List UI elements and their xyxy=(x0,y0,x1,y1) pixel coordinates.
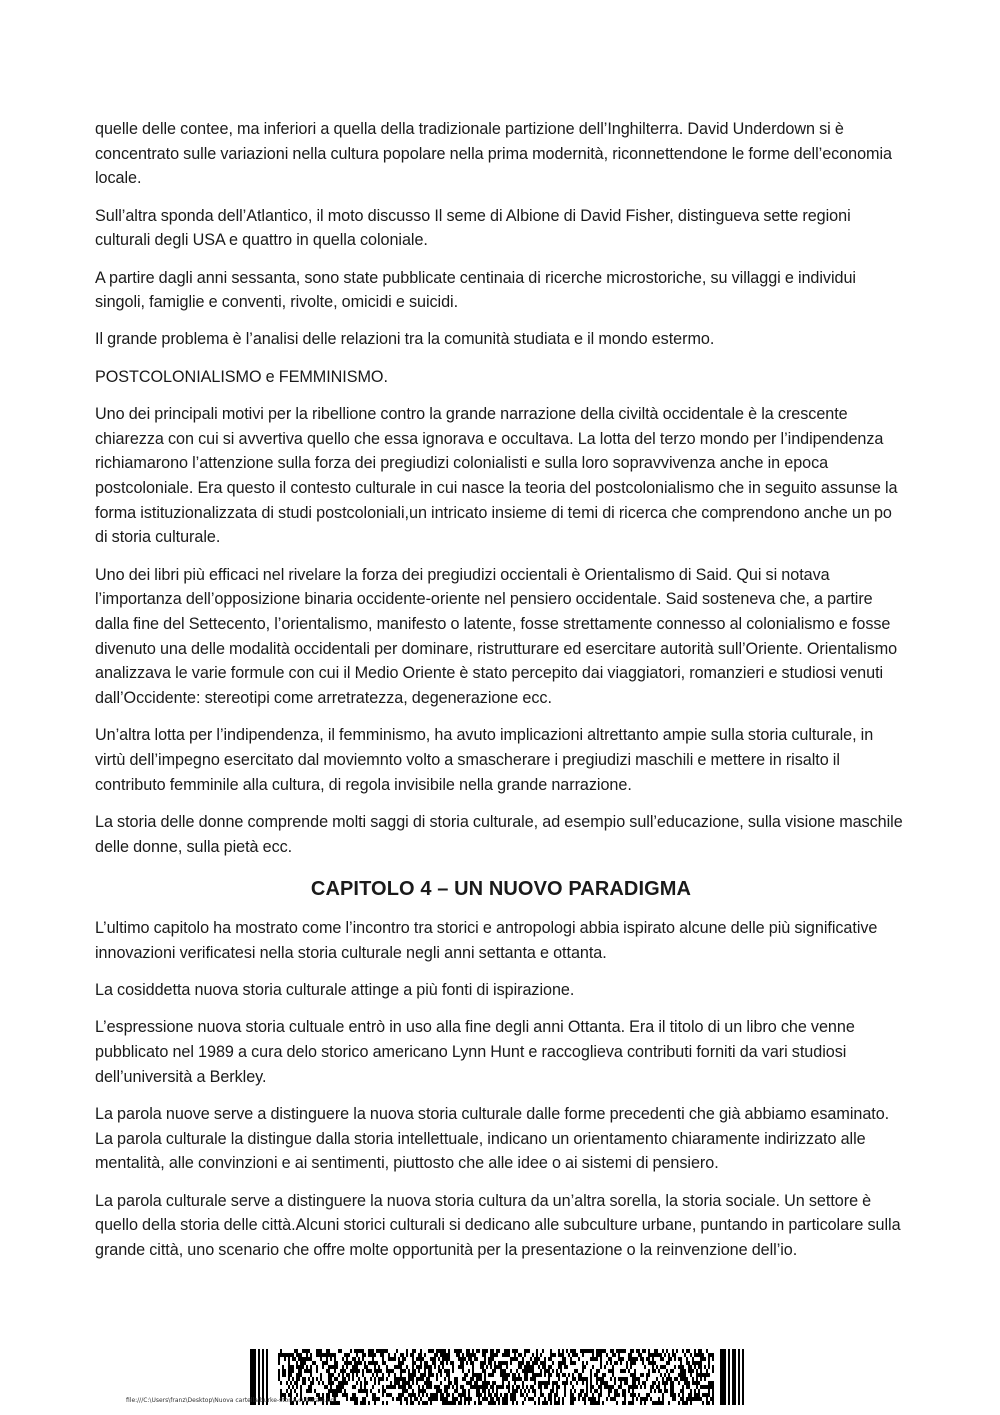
page-footer xyxy=(248,1343,754,1415)
document-page xyxy=(95,117,907,1275)
file-path: file:///C:\Users\franz\Desktop\Nuova cartella\burke-storia-culturale.pdf xyxy=(126,1397,337,1404)
chapter-heading: CAPITOLO 4 – UN NUOVO PARADIGMA xyxy=(310,878,692,901)
paragraph: Uno dei libri più efficaci nel rivelare la forza dei pregiudizi occientali è Orientalismo di Said. Qui si notava l’importanza dell’opposizione binaria occidente-oriente nel pensiero occidentale. Said sosteneva che, a partire dalla fine del Settecento, l’orientalismo, manifesto o latente, fosse strettamente connesso al colonialismo e fosse divenuto una delle modalità occidentali per dominare, ristrutturare ed esercitare autorità sull’Oriente. Orientalismo analizzava le varie formule con cui il Medio Oriente è stato percepito dai viaggiatori, romanzieri e studiosi venuti dall’Occidente: stereotipi come arretratezza, degenerazione ecc. xyxy=(95,565,898,708)
paragraph: Un’altra lotta per l’indipendenza, il femminismo, ha avuto implicazioni altrettanto ampie sulla storia culturale, in virtù dell’impegno esercitato dal moviemnto volto a smascherare i pregiudizi maschili e mettere in risalto il contributo femminile alla cultura, di regola invisibile nella grande narrazione. xyxy=(95,726,874,794)
paragraph: Uno dei principali motivi per la ribellione contro la grande narrazione della civiltà occidentale è la crescente chiarezza con cui si avvertiva quello che essa ignorava e occultava. La lotta del terzo mondo per l’indipendenza richiamarono l’attenzione sulla forza dei pregiudizi colonialisti e sulla loro sopravvivenza anche in epoca postcoloniale. Era questo il contesto culturale in cui nasce la teoria del postcolonialismo che in seguito assunse la forma istituzionalizzata di studi postcoloniali,un intricato insieme di temi di ricerca che comprendono anche un po di storia culturale. xyxy=(95,404,898,547)
section-heading: POSTCOLONIALISMO e FEMMINISMO. xyxy=(95,367,388,386)
paragraph: La parola nuove serve a distinguere la nuova storia culturale dalle forme precedenti che già abbiamo esaminato. La parola culturale la distingue dalla storia intellettuale, indicano un orientamento chiaramente indirizzato alle mentalità, alle convinzioni e ai sentimenti, piuttosto che alle idee o ai sistemi di pensiero. xyxy=(95,1105,890,1173)
paragraph: quelle delle contee, ma inferiori a quella della tradizionale partizione dell’Inghilterra. David Underdown si è concentrato sulle variazioni nella cultura popolare nella prima modernità, riconnettendone le forme dell’economia locale. xyxy=(95,120,892,188)
paragraph: La cosiddetta nuova storia culturale attinge a più fonti di ispirazione. xyxy=(95,981,575,1000)
paragraph: A partire dagli anni sessanta, sono state pubblicate centinaia di ricerche microstoriche, su villaggi e individui singoli, famiglie e conventi, rivolte, omicidi e suicidi. xyxy=(95,268,856,312)
paragraph: L’ultimo capitolo ha mostrato come l’incontro tra storici e antropologi abbia ispirato alcune delle più significative innovazioni verificatesi nella storia culturale negli anni settanta e ottanta. xyxy=(95,919,878,962)
paragraph: Sull’altra sponda dell’Atlantico, il moto discusso Il seme di Albione di David Fisher, distingueva sette regioni culturali degli USA e quattro in quella coloniale. xyxy=(95,206,851,250)
paragraph: La parola culturale serve a distinguere la nuova storia cultura da un’altra sorella, la storia sociale. Un settore è quello della storia delle città.Alcuni storici culturali si dedicano alle subculture urbane, puntando in particolare sulla grande città, uno scenario che offre molte opportunità per la presentazione o la reinvenzione dell’io. xyxy=(95,1191,901,1260)
paragraph: Il grande problema è l’analisi delle relazioni tra la comunità studiata e il mondo estermo. xyxy=(95,330,715,349)
paragraph: L’espressione nuova storia cultuale entrò in uso alla fine degli anni Ottanta. Era il titolo di un libro che venne pubblicato nel 1989 a cura delo storico americano Lynn Hunt e raccoglieva contributi forniti da vari studiosi dell’università a Berkley. xyxy=(95,1018,855,1086)
paragraph: La storia delle donne comprende molti saggi di storia culturale, ad esempio sull’educazione, sulla visione maschile delle donne, sulla pietà ecc. xyxy=(95,812,903,856)
